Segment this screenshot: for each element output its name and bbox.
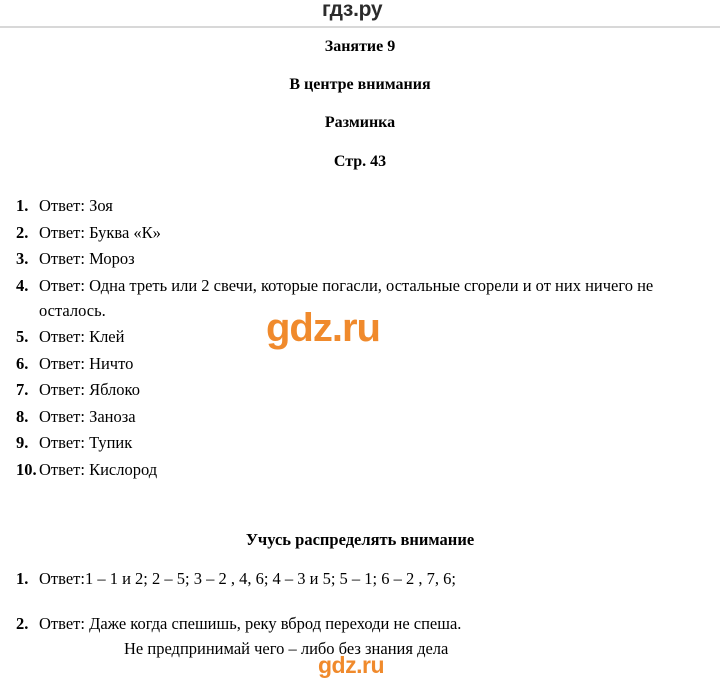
list-item-number: 9. <box>16 433 29 452</box>
list-item-number: 3. <box>16 249 29 268</box>
list-item-number: 1. <box>16 196 29 215</box>
list-item-text: Ответ: Ничто <box>39 353 134 373</box>
site-logo[interactable]: гдз.ру <box>322 0 383 21</box>
list-item-number: 6. <box>16 353 29 373</box>
list-item-text: Ответ: Яблоко <box>39 380 140 399</box>
list-item-text: Ответ: Заноза <box>39 406 136 426</box>
list-item <box>16 611 702 636</box>
list-item-text: Ответ: Буква «К» <box>39 222 161 242</box>
watermark-middle: gdz.ru <box>266 306 380 350</box>
site-header <box>0 0 720 28</box>
list-item <box>16 246 702 271</box>
section-attention <box>0 530 720 661</box>
list-item <box>16 351 702 376</box>
section-attention-list <box>0 566 720 661</box>
list-item-number: 10. <box>16 459 37 479</box>
heading-section: В центре внимания <box>289 76 431 93</box>
list-item-number: 5. <box>16 327 29 346</box>
list-item-number: 7. <box>16 380 29 399</box>
heading-lesson: Занятие 9 <box>324 38 396 55</box>
list-item-number: 2. <box>16 613 29 633</box>
watermark-bottom: gdz.ru <box>318 652 384 678</box>
list-item <box>16 193 702 218</box>
list-item <box>16 220 702 245</box>
list-item <box>16 566 702 591</box>
heading-subsection: Разминка <box>324 114 396 131</box>
list-item-number: 8. <box>16 406 29 426</box>
list-item <box>16 377 702 402</box>
list-item-text: Ответ: Мороз <box>39 249 135 268</box>
list-item-text: Ответ: Кислород <box>39 459 158 479</box>
heading-page-number: Стр. 43 <box>333 153 387 170</box>
list-item <box>16 404 702 429</box>
list-item-text: Ответ: Одна треть или 2 свечи, которые погасли, остальные сгорели и от них ничего не осталось. <box>39 275 654 320</box>
list-item <box>16 430 702 455</box>
list-item-number: 2. <box>16 222 29 242</box>
list-item-text: Ответ:1 – 1 и 2; 2 – 5; 3 – 2 , 4, 6; 4 – 3 и 5; 5 – 1; 6 – 2 , 7, 6; <box>39 568 456 588</box>
list-item-text: Ответ: Зоя <box>39 196 113 215</box>
list-item-number: 4. <box>16 275 29 295</box>
section-attention-title: Учусь распределять внимание <box>245 529 475 549</box>
list-item-text: Ответ: Даже когда спешишь, реку вброд переходи не спеша. <box>39 613 462 633</box>
list-item-text: Ответ: Клей <box>39 327 125 346</box>
list-item-subtext: Не предпринимай чего – либо без знания дела <box>124 638 449 658</box>
list-item-text: Ответ: Тупик <box>39 433 133 452</box>
list-item <box>16 457 702 482</box>
list-item-number: 1. <box>16 568 29 588</box>
